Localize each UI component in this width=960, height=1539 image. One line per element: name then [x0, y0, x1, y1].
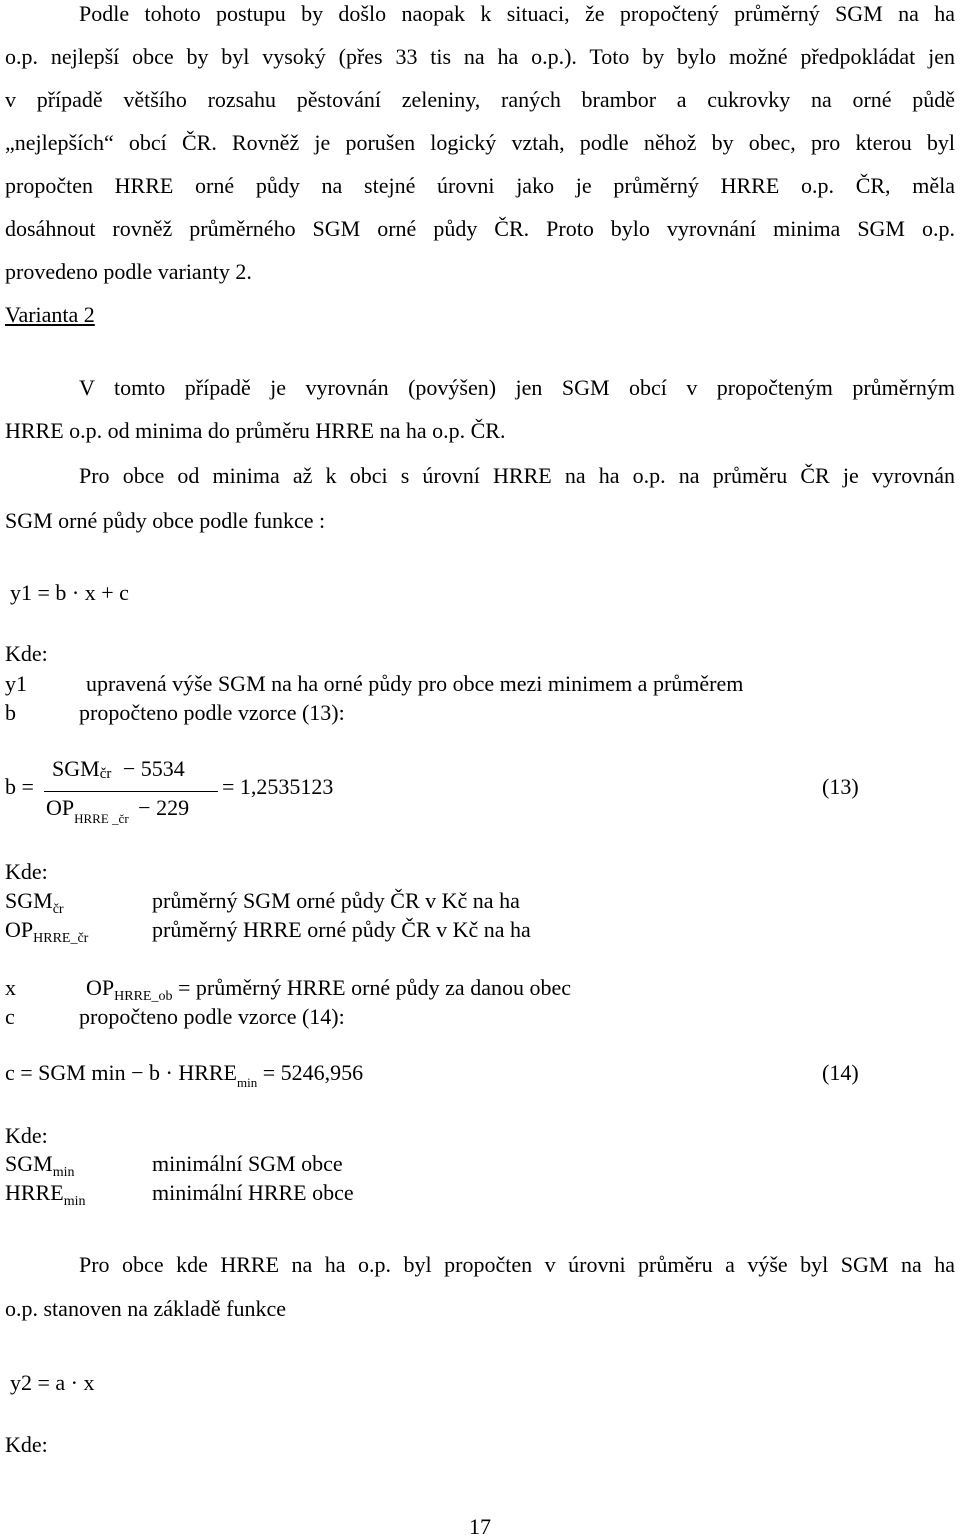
formula-13-numerator: [52, 758, 185, 780]
desc-hrre-min: minimální HRRE obce: [152, 1180, 354, 1205]
desc-sgm-min: minimální SGM obce: [152, 1151, 343, 1176]
paragraph-3-line-1: Pro obce od minima až k obci s úrovní HRRE na ha o.p. na průměru ČR je vyrovnán: [79, 463, 955, 488]
numerator-rest: − 5534: [122, 756, 185, 781]
desc-x: $OP_{HRRE\_ob}$ = průměrný HRRE orné půdy za danou obec: [86, 975, 571, 1004]
variant-heading: Varianta 2: [5, 302, 95, 327]
where-label: Kde:: [5, 1123, 48, 1148]
symbol-sgm-cr: $SGM_{čr}$: [5, 888, 64, 917]
formula-13-result: = 1,2535123: [222, 774, 334, 799]
paragraph-4-line-1: Pro obce kde HRRE na ha o.p. byl propočten v úrovni průměru a výše byl SGM na ha: [79, 1252, 955, 1277]
numerator-sub: čr: [99, 766, 112, 782]
paragraph-1-line-5: propočten HRRE orné půdy na stejné úrovni jako je průměrný HRRE o.p. ČR, měla: [5, 173, 955, 198]
paragraph-4-line-2: o.p. stanoven na základě funkce: [5, 1296, 286, 1321]
desc-b: propočteno podle vzorce (13):: [79, 700, 345, 725]
page-number: 17: [469, 1514, 491, 1539]
denominator-rest: − 229: [138, 795, 190, 820]
paragraph-1-line-7: provedeno podle varianty 2.: [5, 259, 252, 284]
symbol-hrre-min: $HRRE_{min}$: [5, 1180, 86, 1209]
paragraph-1-line-1: Podle tohoto postupu by došlo naopak k situaci, že propočtený průměrný SGM na ha: [79, 1, 955, 26]
where-label: Kde:: [5, 641, 48, 666]
desc-sgm-cr: průměrný SGM orné půdy ČR v Kč na ha: [152, 888, 520, 913]
paragraph-1-line-6: dosáhnout rovněž průměrného SGM orné půdy ČR. Proto bylo vyrovnání minima SGM o.p.: [5, 216, 955, 241]
paragraph-1-line-3: v případě většího rozsahu pěstování zeleniny, raných brambor a cukrovky na orné půdě: [5, 87, 955, 112]
symbol-c: c: [5, 1004, 15, 1029]
symbol-sgm-min: $SGM_{min}$: [5, 1151, 75, 1180]
formula-y2: y2 = a · x: [10, 1370, 95, 1395]
where-label: Kde:: [5, 859, 48, 884]
formula-14-number: (14): [822, 1060, 859, 1085]
symbol-b: b: [5, 700, 16, 725]
symbol-y1: y1: [5, 671, 27, 696]
paragraph-2-line-1: V tomto případě je vyrovnán (povýšen) jen SGM obcí v propočteným průměrným: [79, 375, 955, 400]
symbol-op-hrre-cr: $OP_{HRRE\_čr}$: [5, 917, 89, 946]
formula-14-expression: c = SGM $\min - b \cdot HRRE_{min} = 5246,956$: [5, 1060, 364, 1090]
symbol-x: x: [5, 975, 16, 1000]
paragraph-2-line-2: HRRE o.p. od minima do průměru HRRE na ha o.p. ČR.: [5, 418, 506, 443]
formula-13-lhs: b =: [5, 774, 34, 799]
desc-y1: upravená výše SGM na ha orné půdy pro obce mezi minimem a průměrem: [86, 671, 744, 696]
denominator-main: OP: [46, 795, 75, 820]
paragraph-1-line-4: „nejlepších“ obcí ČR. Rovněž je porušen logický vztah, podle něhož by obec, pro kterou byl: [5, 130, 955, 155]
formula-13-denominator: [46, 795, 190, 826]
paragraph-3-line-2: SGM orné půdy obce podle funkce :: [5, 508, 326, 533]
fraction-bar: [44, 791, 218, 792]
formula-13-number: (13): [822, 774, 859, 799]
numerator-main: SGM: [52, 756, 100, 781]
desc-op-hrre-cr: průměrný HRRE orné půdy ČR v Kč na ha: [152, 917, 531, 942]
formula-y1: y1 = b · x + c: [10, 580, 129, 605]
where-label: Kde:: [5, 1432, 48, 1457]
denominator-sub: HRRE _čr: [74, 811, 129, 826]
desc-c: propočteno podle vzorce (14):: [79, 1004, 345, 1029]
paragraph-1-line-2: o.p. nejlepší obce by byl vysoký (přes 33 tis na ha o.p.). Toto by bylo možné předpokládat jen: [5, 44, 955, 69]
